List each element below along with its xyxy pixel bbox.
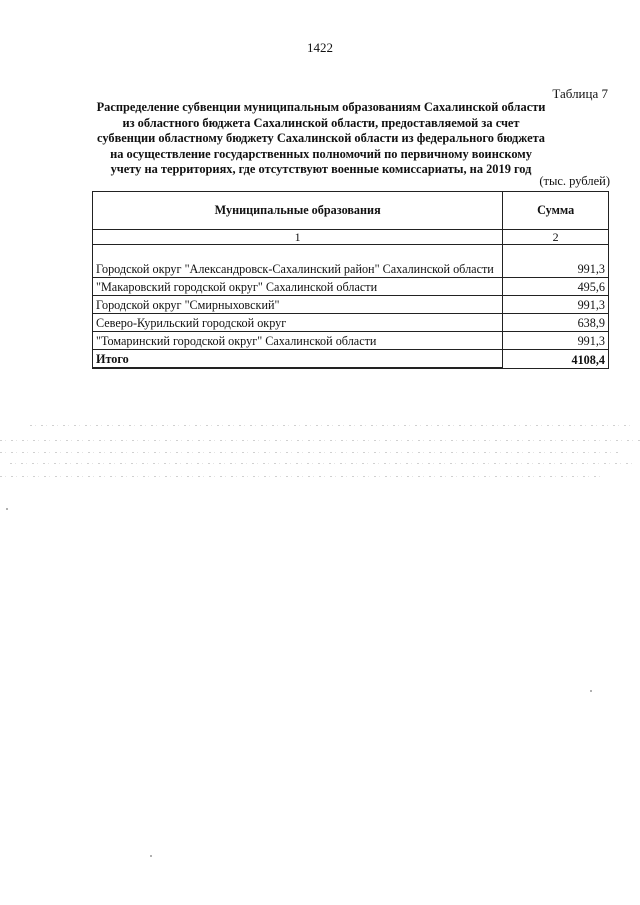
column-number-row <box>93 230 609 245</box>
total-label: Итого <box>93 350 503 369</box>
table-label: Таблица 7 <box>552 86 608 101</box>
scan-noise-line <box>0 440 640 441</box>
distribution-table <box>92 191 609 369</box>
municipality-name: "Томаринский городской округ" Сахалинской области <box>93 332 503 350</box>
header-row <box>93 192 609 230</box>
amount-cell: 991,3 <box>503 296 609 314</box>
table-row <box>93 332 609 350</box>
page-number: 1422 <box>307 40 333 55</box>
municipality-name: Северо-Курильский городской округ <box>93 314 503 332</box>
units-label: (тыс. рублей) <box>539 174 610 188</box>
amount-cell: 495,6 <box>503 278 609 296</box>
table-row <box>93 314 609 332</box>
scan-noise-line <box>10 463 635 464</box>
table-row <box>93 296 609 314</box>
column-number-1: 1 <box>93 230 503 245</box>
municipality-name: "Макаровский городской округ" Сахалинской области <box>93 278 503 296</box>
scan-speck <box>150 855 152 857</box>
scan-noise-line <box>0 452 620 453</box>
scan-speck <box>6 508 8 510</box>
table-row <box>93 278 609 296</box>
amount-cell: 638,9 <box>503 314 609 332</box>
header-municipalities: Муниципальные образования <box>93 192 503 230</box>
municipality-name: Городской округ "Смирныховский" <box>93 296 503 314</box>
amount-cell: 991,3 <box>503 332 609 350</box>
amount-cell: 991,3 <box>503 245 609 278</box>
scan-speck <box>590 690 592 692</box>
header-sum: Сумма <box>503 192 609 230</box>
municipality-name: Городской округ "Александровск-Сахалинский район" Сахалинской области <box>93 245 503 278</box>
table-row <box>93 245 609 278</box>
total-amount: 4108,4 <box>503 350 609 369</box>
scan-noise-line <box>0 476 600 477</box>
scan-noise-line <box>30 425 630 426</box>
column-number-2: 2 <box>503 230 609 245</box>
document-title: Распределение субвенции муниципальным образованиям Сахалинской области из областного бюджета Сахалинской области, предоставляемой за счет субвенции областному бюджету Сахалинской области из федерального бюджета на осуществление государственных полномочий по первичному воинскому учету на территориях, где отсутствуют военные комиссариаты, на 2019 год <box>96 100 546 176</box>
total-row <box>93 350 609 369</box>
